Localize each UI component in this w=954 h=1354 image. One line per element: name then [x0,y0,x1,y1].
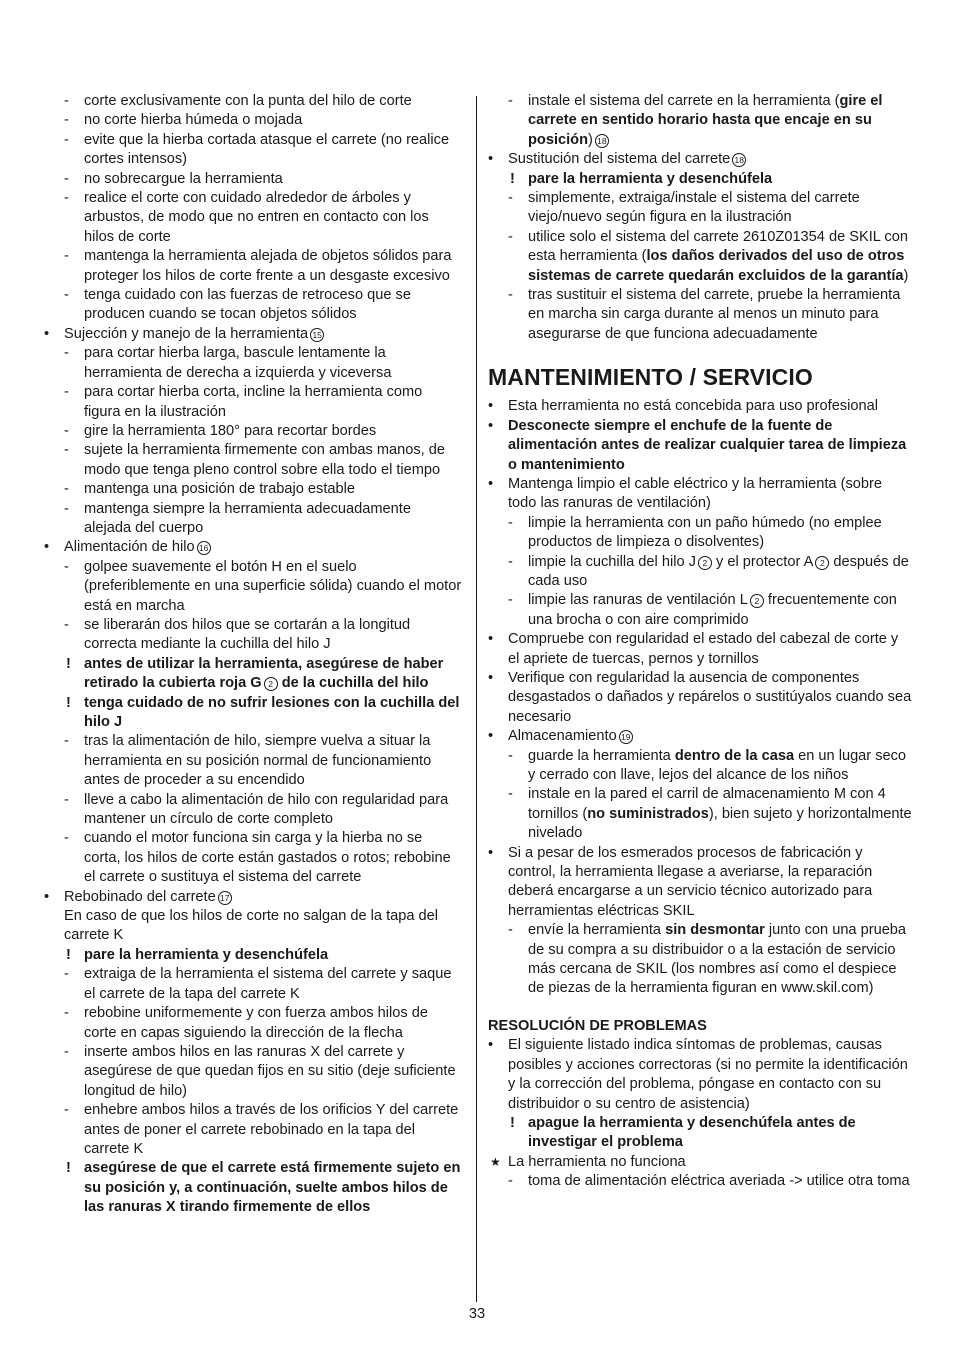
figure-reference-number: 17 [218,891,232,905]
dash-marker: - [64,1102,69,1119]
sub-list-item [488,785,912,843]
item-text: Esta herramienta no está concebida para uso profesional [508,398,878,415]
dash-marker: - [64,248,69,265]
sub-list-item [488,1172,912,1191]
sub-list-item [44,247,462,286]
bullet-icon: • [44,888,50,905]
dash-marker: - [508,553,513,570]
dash-marker: - [64,616,69,633]
sub-list-item [44,383,462,422]
item-text: toma de alimentación eléctrica averiada -> utilice otra toma [528,1173,910,1190]
item-text: y el protector A [715,553,814,570]
sub-list-item [44,1004,462,1043]
sub-list-item [488,591,912,630]
item-text: tenga cuidado con las fuerzas de retroceso que se producen cuando se tocan objetos sólidos [84,287,411,323]
dash-marker: - [64,287,69,304]
bold-text: de la cuchilla del hilo [281,675,429,692]
exclamation-icon: ! [510,170,515,187]
bullet-icon: • [488,151,494,168]
list-item [488,475,912,514]
dash-marker: - [64,190,69,207]
item-text: inserte ambos hilos en las ranuras X del carrete y asegúrese de que quedan fijos en su sitio (deje suficiente longitud de hilo) [84,1043,456,1099]
page-number: 33 [468,1306,486,1322]
figure-reference-number: 18 [732,153,746,167]
sub-list-item [44,1043,462,1101]
bold-text: tenga cuidado de no sufrir lesiones con la cuchilla del hilo J [84,694,460,730]
figure-reference-number: 18 [595,134,609,148]
item-text: junto con una prueba de su compra a su distribuidor o a la estación de servicio más cercana de SKIL (los nombres así como el despiece de piezas de la herramienta figuran en www.skil.com) [528,922,907,997]
item-text: para cortar hierba larga, bascule lentamente la herramienta de derecha a izquierda y viceversa [84,345,392,381]
subheading-text: RESOLUCIÓN DE PROBLEMAS [488,1017,707,1034]
dash-marker: - [508,922,513,939]
item-text: Si a pesar de los esmerados procesos de fabricación y control, la herramienta llegase a averiarse, la reparación deberá encargarse a un servicio técnico autorizado para herramientas eléctricas SKIL [508,844,873,919]
item-text: tras la alimentación de hilo, siempre vuelva a situar la herramienta en su posición normal de funcionamiento antes de proceder a su encendido [84,733,432,789]
bold-text: apague la herramienta y desenchúfela antes de investigar el problema [528,1114,856,1151]
star-icon: ★ [490,1154,501,1169]
dash-marker: - [508,1173,513,1190]
item-text: enhebre ambos hilos a través de los orificios Y del carrete antes de poner el carrete rebobinado en la tapa del carrete K [84,1102,459,1157]
bold-text: dentro de la casa [674,747,795,764]
bullet-icon: • [488,728,494,745]
list-item [488,844,912,922]
dash-marker: - [64,442,69,459]
exclamation-icon: ! [66,655,71,672]
dash-marker: - [64,1043,69,1060]
figure-reference-number: 2 [750,594,764,608]
item-text: En caso de que los hilos de corte no salgan de la tapa del carrete K [64,908,439,944]
sub-list-item [44,965,462,1004]
list-item [488,1153,912,1172]
bullet-icon: • [44,325,50,342]
dash-marker: - [508,514,513,531]
right-column [488,92,912,1192]
dash-marker: - [64,966,69,983]
bullet-icon: • [488,631,494,648]
item-text: no corte hierba húmeda o mojada [84,112,303,129]
bold-text: pare la herramienta y desenchúfela [528,170,773,187]
item-text: gire la herramienta 180° para recortar bordes [84,422,377,439]
item-text: Rebobinado del carrete [64,888,216,905]
item-text: mantenga la herramienta alejada de objetos sólidos para proteger los hilos de corte frente a un desgaste excesivo [84,248,452,284]
sub-list-item [44,616,462,655]
sub-list-item [488,228,912,286]
sub-list-item [44,1101,462,1159]
item-text: rebobine uniformemente y con fuerza ambos hilos de corte en capas siguiendo la dirección de la flecha [84,1005,428,1041]
sub-list-item [44,344,462,383]
dash-marker: - [64,558,69,575]
item-text: limpie las ranuras de ventilación L [528,592,748,609]
dash-marker: - [64,345,69,362]
bullet-icon: • [488,398,494,415]
sub-list-item [488,747,912,786]
sub-list-item [488,514,912,553]
dash-marker: - [64,131,69,148]
item-text: lleve a cabo la alimentación de hilo con regularidad para mantener un círculo de corte completo [84,791,449,828]
item-text: evite que la hierba cortada atasque el carrete (no realice cortes intensos) [84,131,450,168]
item-text: extraiga de la herramienta el sistema del carrete y saque el carrete de la tapa del carrete K [84,966,452,1002]
dash-marker: - [508,190,513,207]
item-text: golpee suavemente el botón H en el suelo (preferiblemente en una superficie sólida) cuando el motor está en marcha [84,558,462,614]
sub-list-item [44,791,462,830]
dash-marker: - [64,1005,69,1022]
sub-list-item [44,732,462,790]
bold-text: antes de utilizar la herramienta, asegúrese de haber retirado la cubierta roja G [84,655,444,692]
item-text: instale en la pared el carril de almacenamiento M con 4 tornillos ( [528,786,886,822]
dash-marker: - [508,93,513,109]
warning-item [44,694,462,733]
exclamation-icon: ! [66,946,71,963]
item-text: limpie la cuchilla del hilo J [528,553,696,570]
list-item [488,150,912,169]
figure-reference-number: 16 [197,541,211,555]
item-text: en un lugar seco y cerrado con llave, lejos del alcance de los niños [528,747,907,783]
bullet-icon: • [44,539,50,556]
item-text: instale el sistema del carrete en la herramienta ( [528,93,840,109]
sub-list-item [44,441,462,480]
heading-text: MANTENIMIENTO / SERVICIO [488,364,813,391]
column-divider [476,96,477,1302]
item-text: utilice solo el sistema del carrete 2610Z01354 de SKIL con esta herramienta ( [528,228,908,265]
item-text: Sustitución del sistema del carrete [508,151,731,168]
dash-marker: - [508,287,513,304]
sub-list-item [488,92,912,150]
item-text: La herramienta no funciona [508,1153,686,1170]
item-text: mantenga siempre la herramienta adecuadamente alejada del cuerpo [84,500,411,536]
item-text: simplemente, extraiga/instale el sistema del carrete viejo/nuevo según figura en la ilustración [528,190,860,226]
item-text: corte exclusivamente con la punta del hilo de corte [84,93,412,109]
item-text: tras sustituir el sistema del carrete, pruebe la herramienta en marcha sin carga durante al menos un minuto para asegurarse de que funciona adecuadamente [528,287,901,342]
sub-list-item [44,170,462,189]
dash-marker: - [64,733,69,750]
sub-list-item [44,286,462,325]
warning-item [488,1114,912,1153]
bullet-icon: • [488,417,494,434]
sub-list-item [488,553,912,592]
bold-text: no suministrados [587,805,709,822]
dash-marker: - [508,592,513,609]
list-item [44,325,462,344]
item-text: ) [903,267,909,284]
figure-reference-number: 2 [264,677,278,691]
dash-marker: - [508,228,513,245]
exclamation-icon: ! [66,694,71,711]
dash-marker: - [64,170,69,187]
dash-marker: - [508,786,513,803]
list-item [488,630,912,669]
subsection-heading [488,1017,912,1036]
bullet-icon: • [488,1037,494,1054]
item-text: mantenga una posición de trabajo estable [84,481,355,498]
sub-list-item [44,189,462,247]
item-text: cuando el motor funciona sin carga y la hierba no se corta, los hilos de corte están gastados o rotos; rebobine el carrete o sustituya el sistema del carrete [84,830,451,886]
sub-list-item [44,480,462,499]
item-text: frecuentemente con una brocha o con aire comprimido [528,592,897,628]
sub-list-item [44,131,462,170]
dash-marker: - [64,830,69,847]
item-text: Compruebe con regularidad el estado del cabezal de corte y el apriete de tuercas, pernos y tornillos [508,631,899,667]
bold-text: gire el carrete en sentido horario hasta que encaje en su posición [528,93,883,148]
item-text: Almacenamiento [508,728,617,745]
list-item [488,669,912,727]
bold-text: pare la herramienta y desenchúfela [84,946,329,963]
sub-list-item [44,829,462,887]
list-item [488,417,912,475]
item-text: El siguiente listado indica síntomas de problemas, causas posibles y acciones correctoras (si no permite la identificación y la corrección del problema, póngase en contacto con su distribuidor o su centro de asistencia) [508,1037,908,1112]
sub-list-item [488,189,912,228]
dash-marker: - [64,112,69,129]
sub-list-item [44,111,462,130]
dash-marker: - [64,481,69,498]
sub-list-item [488,286,912,344]
list-item [488,397,912,416]
exclamation-icon: ! [66,1160,71,1177]
sub-list-item [488,921,912,999]
figure-reference-number: 19 [619,730,633,744]
figure-reference-number: 15 [310,328,324,342]
bold-text: sin desmontar [665,922,765,939]
sub-list-item [44,92,462,111]
item-text: Mantenga limpio el cable eléctrico y la herramienta (sobre todo las ranuras de ventilación) [508,475,882,512]
item-text: Verifique con regularidad la ausencia de componentes desgastados o dañados y repárelos o sustitúyalos cuando sea necesario [508,669,912,725]
dash-marker: - [64,422,69,439]
sub-list-item [44,500,462,539]
item-text: Sujección y manejo de la herramienta [64,325,309,342]
dash-marker: - [64,791,69,808]
item-text: sujete la herramienta firmemente con ambas manos, de modo que tenga pleno control sobre ella todo el tiempo [84,442,445,478]
dash-marker: - [64,384,69,401]
list-item [44,538,462,557]
exclamation-icon: ! [510,1114,515,1131]
warning-item [44,946,462,965]
warning-item [44,655,462,694]
figure-reference-number: 2 [815,556,829,570]
dash-marker: - [64,500,69,517]
bullet-icon: • [488,669,494,686]
item-text: ) [588,131,593,148]
bold-text: los daños derivados del uso de otros sistemas de carrete quedarán excluidos de la garantía [528,248,905,284]
figure-reference-number: 2 [698,556,712,570]
warning-item [44,1159,462,1217]
item-text: realice el corte con cuidado alrededor de árboles y arbustos, de modo que no entren en contacto con los hilos de corte [84,190,429,245]
item-text: se liberarán dos hilos que se cortarán a la longitud correcta mediante la cuchilla del hilo J [84,616,411,653]
item-text: ), bien sujeto y horizontalmente nivelado [528,805,912,842]
left-column [44,92,462,1218]
item-text: limpie la herramienta con un paño húmedo (no emplee productos de limpieza o disolventes) [528,514,882,551]
paragraph [44,907,462,946]
bold-text: asegúrese de que el carrete está firmemente sujeto en su posición y, a continuación, suelte ambos hilos de las ranuras X tirando firmemente de ellos [84,1160,461,1216]
item-text: Alimentación de hilo [64,539,195,556]
item-text: después de cada uso [528,553,909,589]
item-text: para cortar hierba corta, incline la herramienta como figura en la ilustración [84,384,423,420]
sub-list-item [44,422,462,441]
item-text: envíe la herramienta [528,922,666,939]
list-item [488,727,912,746]
list-item [488,1036,912,1114]
dash-marker: - [508,747,513,764]
warning-item [488,170,912,189]
list-item [44,888,462,907]
bold-text: Desconecte siempre el enchufe de la fuente de alimentación antes de realizar cualquier tarea de limpieza o mantenimiento [508,417,907,473]
section-heading [488,363,912,391]
item-text: no sobrecargue la herramienta [84,170,283,187]
bullet-icon: • [488,844,494,861]
bullet-icon: • [488,475,494,492]
sub-list-item [44,558,462,616]
dash-marker: - [64,93,69,109]
item-text: guarde la herramienta [528,747,675,764]
